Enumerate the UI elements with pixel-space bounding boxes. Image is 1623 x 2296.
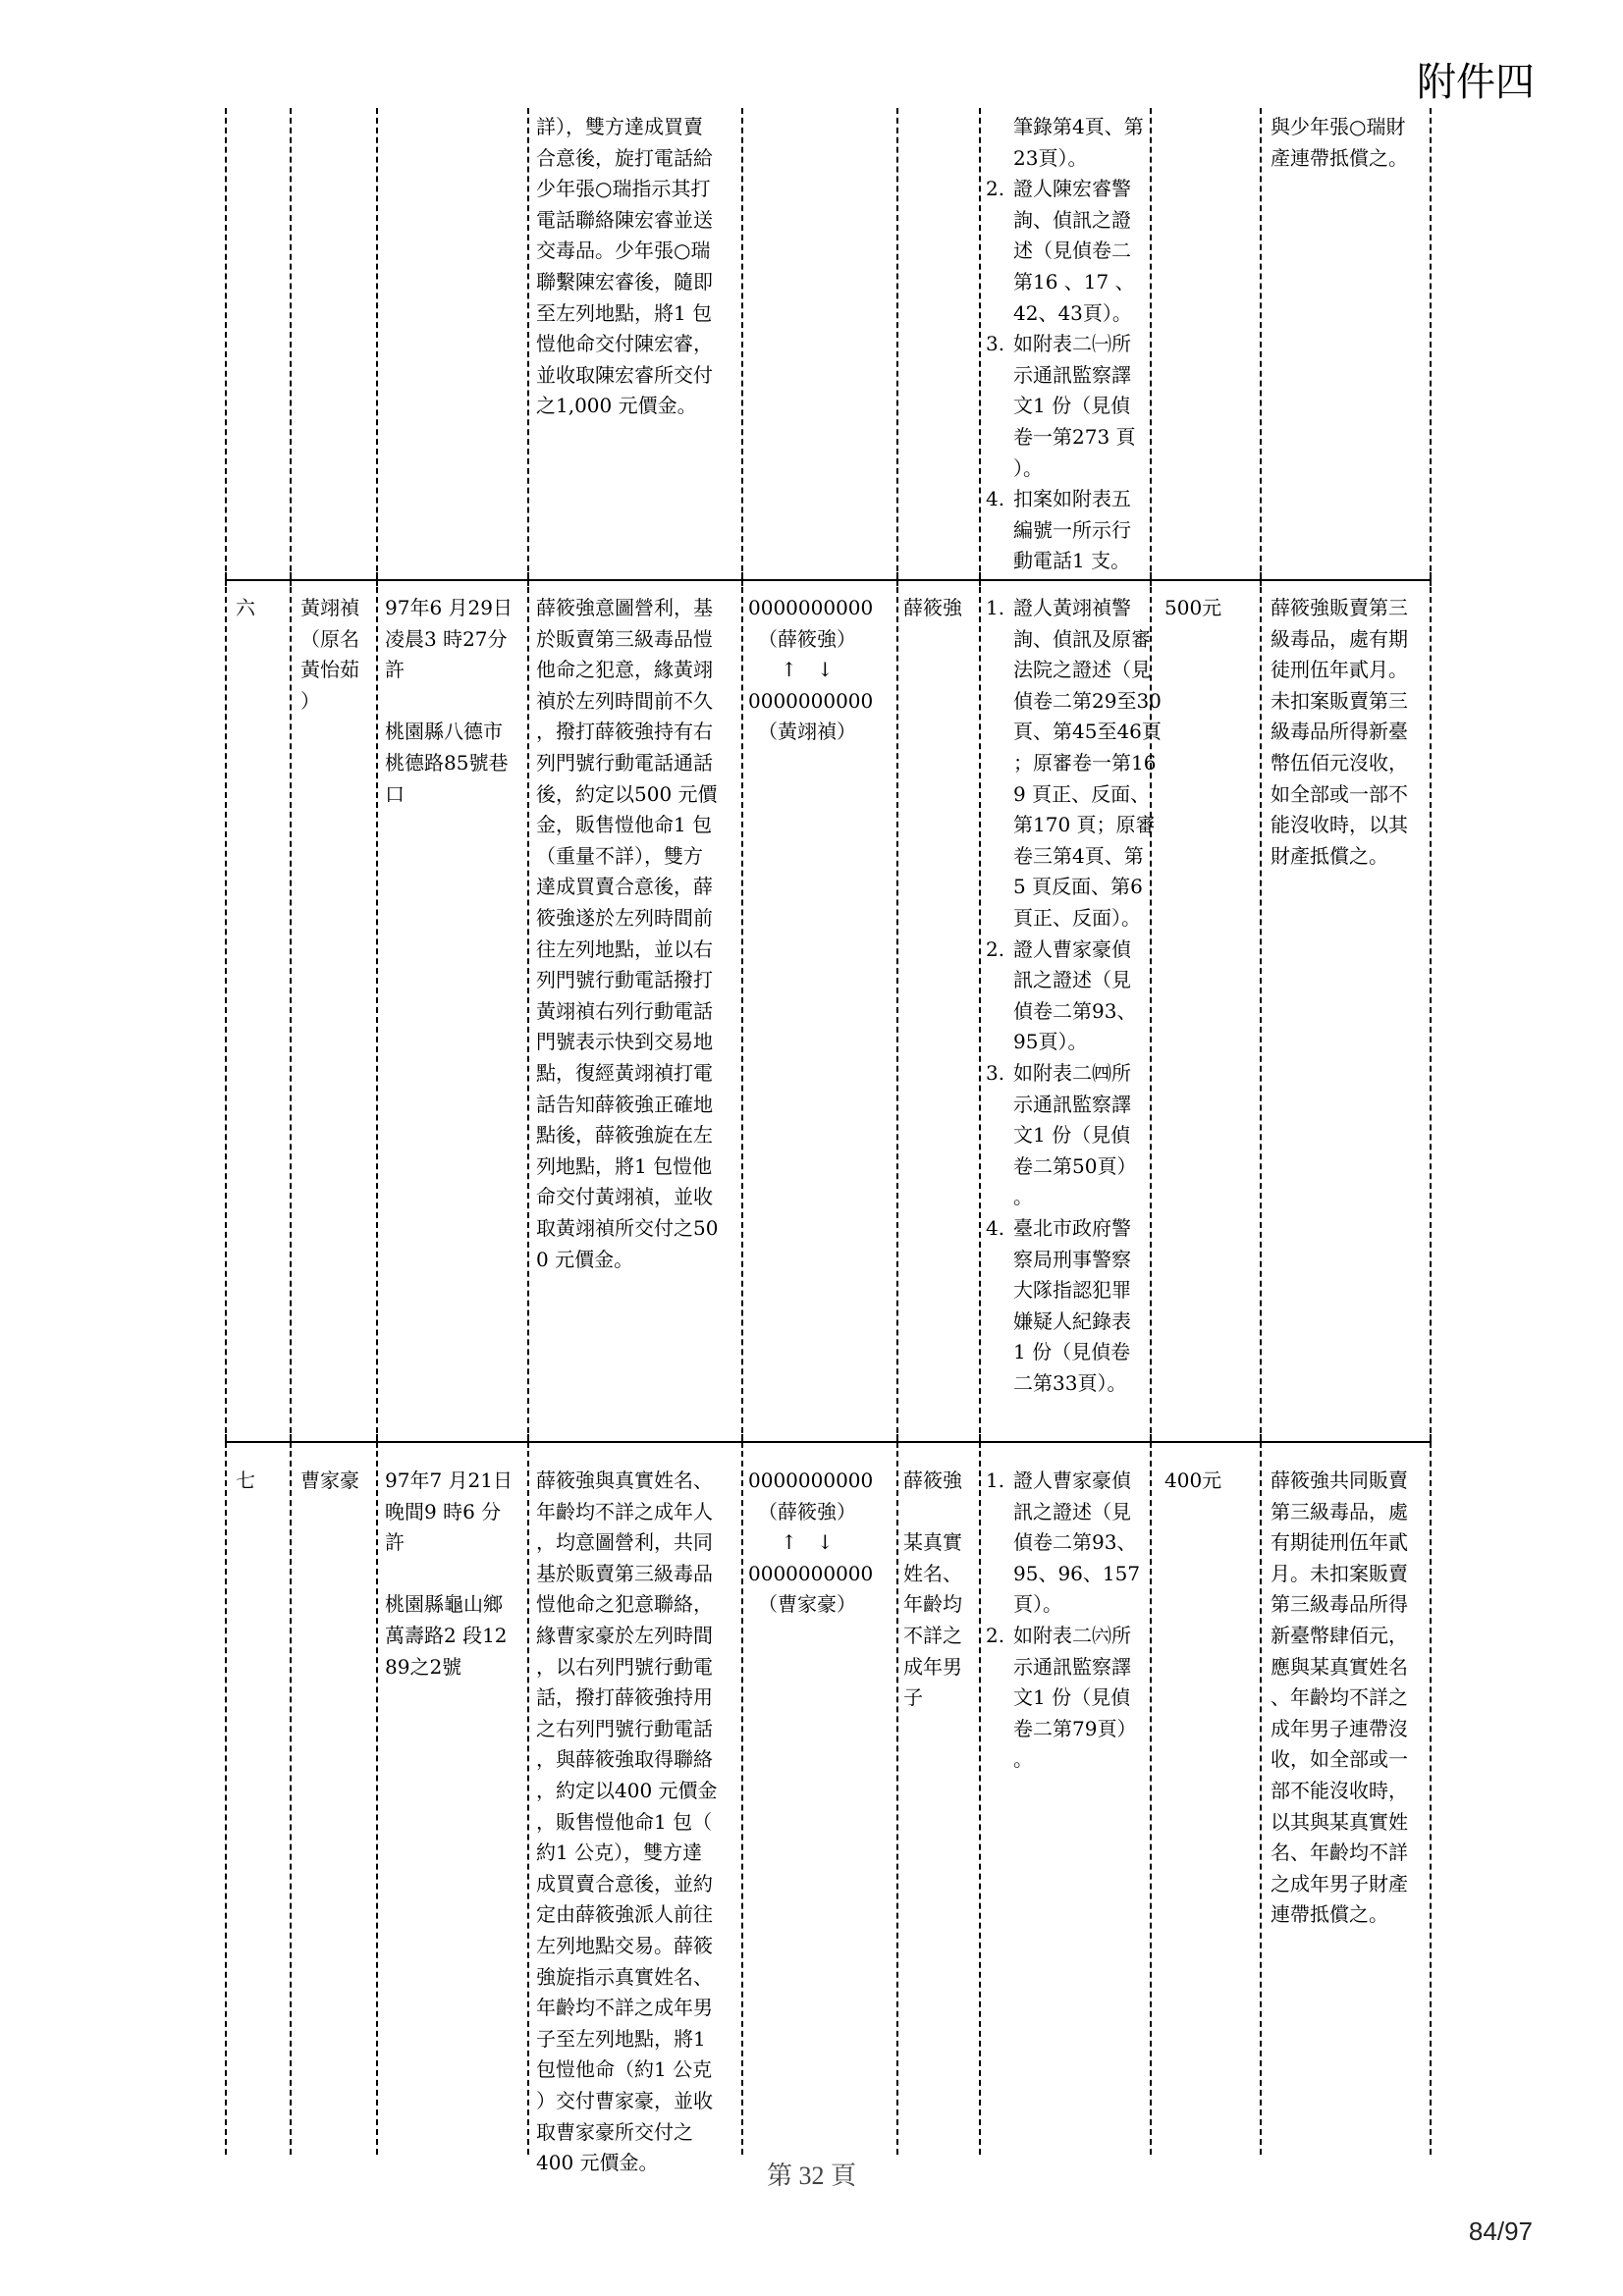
place-line: 萬壽路2 段12 [385,1624,508,1647]
evidence-line: 。 [1013,1185,1033,1209]
sentence-line: 第三級毒品所得 [1271,1592,1408,1617]
seller-line: 不詳之 [903,1624,962,1647]
evidence-number: 3. [986,1061,1005,1085]
price: 500元 [1164,596,1222,619]
facts-line: 黃翊禎右列行動電話 [536,998,713,1023]
facts-line: 合意後，旋打電話給 [536,145,713,170]
column-rule [1260,587,1262,1433]
evidence-line: 頁、第45至46頁 [1013,720,1162,744]
rule-tick [1430,1434,1432,1448]
evidence-line: 示通訊監察譯 [1013,1654,1131,1679]
phone-line: （曹家豪） [758,1592,856,1617]
column-rule [225,1451,227,2155]
column-rule [741,108,743,571]
sentence-line: 之成年男子財產 [1271,1871,1408,1896]
column-rule [1430,1451,1432,2155]
evidence-number: 4. [986,1216,1005,1240]
evidence-line: 證人陳宏睿警 [1013,177,1131,201]
facts-line: 取曹家豪所交付之 [536,2119,693,2144]
sentence-line: 級毒品所得新臺 [1271,720,1408,744]
seller-line: 薛筱強 [903,1468,962,1492]
sentence-line: 月。未扣案販賣 [1271,1561,1408,1585]
rule-tick [896,572,898,586]
facts-line: 並收取陳宏睿所交付 [536,362,713,387]
evidence-line: 嫌疑人紀錄表 [1013,1308,1131,1333]
sentence-line: 財產抵償之。 [1271,843,1388,868]
facts-line: 少年張○瑞指示其打 [536,177,711,201]
sentence-line: 薛筱強販賣第三 [1271,596,1408,619]
buyer-line: 曹家豪 [300,1468,359,1492]
rule-tick [1430,572,1432,586]
place-line: 口 [385,781,405,806]
column-rule [376,108,378,571]
column-rule [527,587,529,1433]
facts-line: ，以右列門號行動電 [536,1654,713,1679]
facts-line: 筱強遂於左列時間前 [536,906,713,930]
column-rule [290,108,292,571]
rule-tick [527,572,529,586]
column-rule [290,587,292,1433]
place-line: 桃園縣八德市 [385,720,503,744]
facts-line: 門號表示快到交易地 [536,1030,713,1054]
evidence-number: 3. [986,332,1005,356]
buyer-line: （原名 [300,626,359,651]
evidence-line: 法院之證述（見 [1013,658,1151,682]
facts-line: 達成買賣合意後，薛 [536,875,713,899]
sentence-line: 第三級毒品，處 [1271,1499,1408,1523]
facts-line: 點，復經黃翊禎打電 [536,1061,713,1085]
evidence-line: 。 [1013,1747,1033,1772]
evidence-line: 大隊指認犯罪 [1013,1278,1131,1303]
column-rule [290,1451,292,2155]
evidence-number: 2. [986,1624,1005,1647]
time-line: 97年6 月29日 [385,596,513,619]
price: 400元 [1164,1468,1222,1492]
facts-line: 子至左列地點，將1 [536,2026,706,2051]
evidence-line: 如附表二㈣所 [1013,1061,1131,1085]
place-line: 桃園縣龜山鄉 [385,1592,503,1617]
evidence-line: 頁）。 [1013,1592,1062,1617]
evidence-line: 如附表二㈠所 [1013,332,1131,356]
sentence-line: 名、年齡均不詳 [1271,1841,1408,1865]
time-line: 凌晨3 時27分 [385,626,508,651]
facts-line: ，販售愷他命1 包（ [536,1809,713,1834]
evidence-line: 偵卷二第93、 [1013,998,1137,1023]
evidence-line: 卷二第79頁） [1013,1716,1137,1740]
evidence-number: 2. [986,177,1005,201]
facts-line: 基於販賣第三級毒品 [536,1561,713,1585]
evidence-line: ；原審卷一第16 [1013,751,1157,774]
evidence-line: 23頁）。 [1013,145,1088,170]
facts-line: 薛筱強意圖營利，基 [536,596,713,619]
rule-tick [1260,1434,1262,1448]
evidence-line: 詢、偵訊及原審 [1013,626,1151,651]
evidence-line: 卷二第50頁） [1013,1153,1137,1178]
evidence-line: 臺北市政府警 [1013,1216,1131,1240]
buyer-line: 黃怡茹 [300,658,359,682]
sentence-line: 薛筱強共同販賣 [1271,1468,1408,1492]
facts-line: 包愷他命（約1 公克 [536,2057,713,2082]
facts-line: ）交付曹家豪，並收 [536,2089,713,2112]
seller-line: 姓名、 [903,1561,962,1585]
evidence-line: 動電話1 支。 [1013,549,1131,573]
column-rule [1260,108,1262,571]
facts-line: ，約定以400 元價金 [536,1779,718,1802]
evidence-line: 證人黃翊禎警 [1013,596,1131,619]
facts-line: 話，撥打薛筱強持用 [536,1685,713,1710]
evidence-line: 95頁）。 [1013,1030,1088,1054]
facts-line: 0 元價金。 [536,1247,634,1271]
phone-line: ↑ ↓ [781,1530,834,1555]
evidence-line: 編號一所示行 [1013,517,1131,542]
evidence-number: 2. [986,936,1005,961]
rule-tick [290,572,292,586]
column-rule [741,1451,743,2155]
place-line: 桃德路85號巷 [385,751,509,774]
evidence-number: 1. [986,1468,1005,1492]
facts-line: 他命之犯意，緣黃翊 [536,658,713,682]
facts-line: 往左列地點，並以右 [536,936,713,961]
evidence-line: 5 頁反面、第6 [1013,875,1143,899]
time-line: 晚間9 時6 分 [385,1499,502,1523]
facts-line: ，均意圖營利，共同 [536,1530,713,1555]
sentence-line: 徒刑伍年貳月。 [1271,658,1408,682]
evidence-line: 扣案如附表五 [1013,487,1131,511]
rule-tick [1150,572,1152,586]
column-rule [376,587,378,1433]
facts-line: 愷他命交付陳宏睿， [536,332,713,356]
phone-line: 0000000000 [748,688,874,713]
rule-tick [741,572,743,586]
phone-line: （薛筱強） [758,1499,856,1523]
column-rule [1150,1451,1152,2155]
sentence-line: 產連帶抵償之。 [1271,145,1408,170]
facts-line: 交毒品。少年張○瑞 [536,239,711,263]
facts-line: 約1 公克），雙方達 [536,1841,703,1865]
rule-tick [1150,1434,1152,1448]
rule-tick [979,1434,981,1448]
facts-line: 取黃翊禎所交付之50 [536,1216,719,1240]
evidence-line: 筆錄第4頁、第 [1013,115,1144,138]
facts-line: 於販賣第三級毒品愷 [536,626,713,651]
time-line: 許 [385,1530,405,1555]
rule-tick [979,572,981,586]
seller-line: 薛筱強 [903,596,962,619]
phone-line: 0000000000 [748,596,874,619]
facts-line: 列門號行動電話撥打 [536,968,713,992]
column-rule [1150,108,1152,571]
facts-line: 強旋指示真實姓名、 [536,1964,713,1989]
sentence-line: 新臺幣肆佰元， [1271,1624,1408,1647]
evidence-line: 示通訊監察譯 [1013,362,1131,387]
sentence-line: 與少年張○瑞財 [1271,115,1406,138]
sentence-line: 成年男子連帶沒 [1271,1716,1408,1740]
column-rule [979,108,981,571]
buyer-line: 黃翊禎 [300,596,359,619]
evidence-line: 文1 份（見偵 [1013,1685,1131,1710]
column-rule [1430,108,1432,571]
column-rule [979,587,981,1433]
evidence-line: 卷三第4頁、第 [1013,843,1144,868]
column-rule [1260,1451,1262,2155]
evidence-line: 如附表二㈥所 [1013,1624,1131,1647]
facts-line: 點後，薛筱強旋在左 [536,1123,713,1148]
evidence-line: 文1 份（見偵 [1013,1123,1131,1148]
column-rule [979,1451,981,2155]
rule-tick [1260,572,1262,586]
evidence-line: 詢、偵訊之證 [1013,207,1131,232]
evidence-line: 證人曹家豪偵 [1013,936,1131,961]
evidence-number: 4. [986,487,1005,511]
phone-line: 0000000000 [748,1561,874,1585]
rule-tick [225,1434,227,1448]
sentence-line: 能沒收時，以其 [1271,813,1408,837]
rule-tick [376,572,378,586]
facts-line: 400 元價金。 [536,2151,659,2175]
facts-line: 愷他命之犯意聯絡， [536,1592,713,1617]
evidence-line: 95、96、157 [1013,1561,1141,1585]
row-rule [225,1441,1430,1443]
evidence-line: 文1 份（見偵 [1013,394,1131,418]
facts-line: （重量不詳），雙方 [536,843,703,868]
time-line: 許 [385,658,405,682]
evidence-line: 訊之證述（見 [1013,1499,1131,1523]
facts-line: 金，販售愷他命1 包 [536,813,713,837]
row-number: 六 [236,596,255,619]
column-rule [527,108,529,571]
facts-line: 年齡均不詳之成年男 [536,1996,713,2020]
buyer-line: ） [300,688,320,713]
column-rule [896,1451,898,2155]
row-number: 七 [236,1468,255,1492]
evidence-line: 42、43頁）。 [1013,300,1132,325]
facts-line: ，撥打薛筱強持有右 [536,720,713,744]
evidence-line: 第170 頁；原審 [1013,813,1156,837]
facts-line: 至左列地點，將1 包 [536,300,713,325]
sentence-line: 級毒品，處有期 [1271,626,1408,651]
sentence-line: 幣伍佰元沒收， [1271,751,1408,774]
phone-line: （薛筱強） [758,626,856,651]
facts-line: 後，約定以500 元價 [536,781,718,806]
column-rule [376,1451,378,2155]
seller-line: 年齡均 [903,1592,962,1617]
seller-line: 某真實 [903,1530,962,1555]
rule-tick [527,1434,529,1448]
evidence-line: 1 份（見偵卷 [1013,1340,1131,1364]
column-rule [741,587,743,1433]
facts-line: 緣曹家豪於左列時間 [536,1624,713,1647]
seller-line: 成年男 [903,1654,962,1679]
rule-tick [741,1434,743,1448]
evidence-line: 察局刑事警察 [1013,1247,1131,1271]
attachment-label: 附件四 [1417,60,1535,105]
facts-line: 命交付黃翊禎，並收 [536,1185,713,1209]
evidence-line: 偵卷二第93、 [1013,1530,1137,1555]
rule-tick [290,1434,292,1448]
facts-line: 聯繫陳宏睿後，隨即 [536,270,713,294]
facts-line: 列門號行動電話通話 [536,751,713,774]
facts-line: 成買賣合意後，並約 [536,1871,713,1896]
sentence-line: 應與某真實姓名 [1271,1654,1408,1679]
sentence-line: 收，如全部或一 [1271,1747,1408,1772]
column-rule [1430,587,1432,1433]
phone-line: 0000000000 [748,1468,874,1492]
facts-line: 詳），雙方達成買賣 [536,115,703,138]
evidence-number: 1. [986,596,1005,619]
rule-tick [225,572,227,586]
sentence-line: 、年齡均不詳之 [1271,1685,1408,1710]
column-rule [225,587,227,1433]
facts-line: 禎於左列時間前不久 [536,688,713,713]
sentence-line: 以其與某真實姓 [1271,1809,1408,1834]
facts-line: 薛筱強與真實姓名、 [536,1468,713,1492]
evidence-line: 訊之證述（見 [1013,968,1131,992]
sentence-line: 部不能沒收時， [1271,1779,1408,1802]
facts-line: 年齡均不詳之成年人 [536,1499,713,1523]
facts-line: ，與薛筱強取得聯絡 [536,1747,713,1772]
column-rule [896,108,898,571]
facts-line: 話告知薛筱強正確地 [536,1092,713,1116]
row-rule [225,579,1430,581]
evidence-line: 第16 、17 、 [1013,270,1135,294]
evidence-line: ）。 [1013,455,1043,480]
column-rule [527,1451,529,2155]
facts-line: 列地點，將1 包愷他 [536,1153,713,1178]
page-label: 第 32 頁 [766,2162,856,2190]
seller-line: 子 [903,1685,923,1710]
evidence-line: 證人曹家豪偵 [1013,1468,1131,1492]
rule-tick [376,1434,378,1448]
sentence-line: 連帶抵償之。 [1271,1902,1388,1927]
facts-line: 左列地點交易。薛筱 [536,1934,713,1957]
evidence-line: 9 頁正、反面、 [1013,781,1151,806]
evidence-line: 示通訊監察譯 [1013,1092,1131,1116]
evidence-line: 卷一第273 頁 [1013,425,1136,449]
facts-line: 定由薛筱強派人前往 [536,1902,713,1927]
evidence-line: 二第33頁）。 [1013,1371,1127,1395]
page-count: 84/97 [1468,2216,1533,2246]
facts-line: 之右列門號行動電話 [536,1716,713,1740]
evidence-line: 偵卷二第29至30 [1013,688,1162,713]
facts-line: 電話聯絡陳宏睿並送 [536,207,713,232]
phone-line: ↑ ↓ [781,658,834,682]
time-line: 97年7 月21日 [385,1468,513,1492]
sentence-line: 有期徒刑伍年貳 [1271,1530,1408,1555]
column-rule [225,108,227,571]
evidence-line: 述（見偵卷二 [1013,239,1131,263]
phone-line: （黃翊禎） [758,720,856,744]
sentence-line: 未扣案販賣第三 [1271,688,1408,713]
evidence-line: 頁正、反面）。 [1013,906,1141,930]
rule-tick [896,1434,898,1448]
column-rule [896,587,898,1433]
sentence-line: 如全部或一部不 [1271,781,1408,806]
place-line: 89之2號 [385,1654,462,1679]
facts-line: 之1,000 元價金。 [536,394,697,418]
